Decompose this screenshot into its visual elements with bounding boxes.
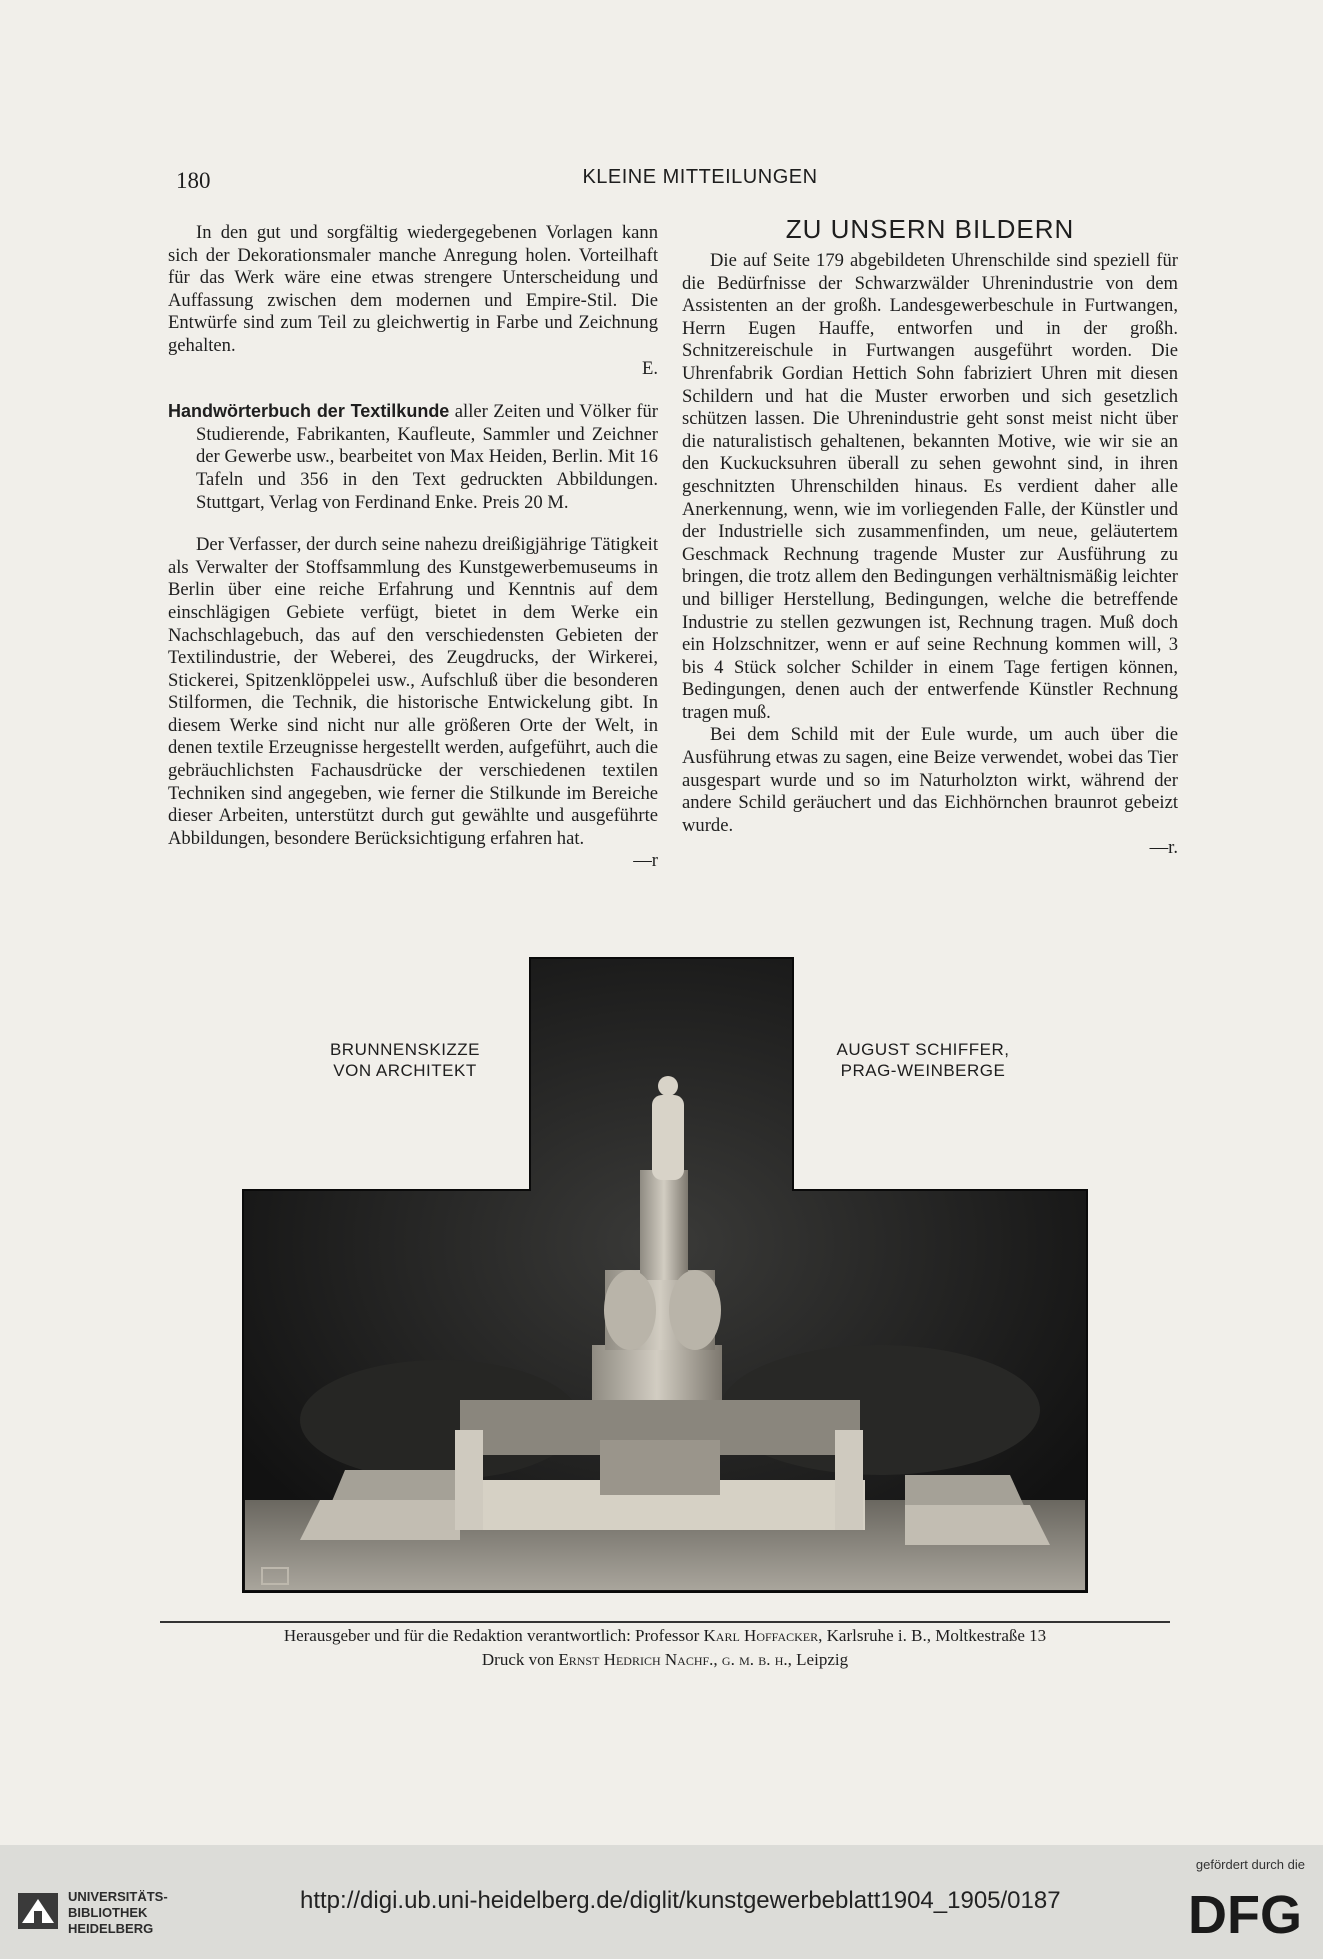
footer-rule	[160, 1621, 1170, 1623]
caption-right-line2: PRAG-WEINBERGE	[840, 1061, 1006, 1080]
caption-right-line1: AUGUST SCHIFFER,	[836, 1040, 1010, 1059]
viewer-footer-bar	[0, 1845, 1323, 1959]
review-text: In den gut und sorgfältig wiedergegebenen Vorlagen kann sich der Dekorationsmaler manche Anregung holen. Vorteilhaft für das Werk wäre eine etwas strengere Unterscheidung und Auffassung zwischen dem modernen und Empire-Stil. Die Entwürfe sind zum Teil zu gleichwertig in Farbe und Zeichnung gehalten.	[168, 222, 658, 356]
printer-suffix: , Leipzig	[787, 1650, 849, 1669]
book-details: aller Zeiten und Völker für Studierende, Fabrikanten, Kaufleute, Sammler und Zeichner der Gewerbe usw., bearbeitet von Max Heiden, Berlin. Mit 16 Tafeln und 356 in den Text gedruckten Abbildungen. Stuttgart, Verlag von Ferdinand Enke. Preis 20 M.	[196, 401, 658, 513]
images-paragraph-2-text: Bei dem Schild mit der Eule wurde, um auch über die Ausführung etwas zu sagen, eine Beize verwendet, wobei das Tier ausgespart wurde und so im Naturholzton wirkt, während der andere Schild geräuchert und das Eichhörnchen braunrot gebeizt wurde.	[682, 724, 1178, 836]
publisher-prefix: Herausgeber und für die Redaktion verantwortlich: Professor	[283, 1626, 704, 1645]
dfg-logo-text: DFG	[1188, 1885, 1302, 1941]
library-name	[68, 1889, 168, 1937]
running-head: KLEINE MITTEILUNGEN	[582, 166, 818, 188]
images-paragraph-1-text: Die auf Seite 179 abgebildeten Uhrenschilde sind speziell für die Bedürfnisse der Schwarzwälder Uhrenindustrie von dem Assistenten an der großh. Landesgewerbeschule in Furtwangen, Herrn Eugen Hauffe, entworfen und in der großh. Schnitzereischule in Furtwangen ausgeführt worden. Die Uhrenfabrik Gordian Hettich Sohn fabriziert Uhren mit diesen Schildern und hat die Muster erworben und sich gesetzlich schützen lassen. Die Uhrenindustrie geht sonst meist nicht über die naturalistisch gehaltenen, bekannten Motive, wie wir sie an den Kuckucksuhren überall zu sehen gewohnt sind, in ihren geschnitzten Uhrenschilden hinaus. Es verdient daher alle Anerkennung, wenn, wie im vorliegenden Falle, der Künstler und der Industrielle sich zusammenfinden, um neue, geläutertem Geschmack Rechnung tragende Muster zur Ausführung zu bringen, die trotz allem den Bedingungen verhältnismäßig leichter und billiger Herstellung, Bedingungen, welche die betreffende Industrie zu stellen gezwungen ist, Rechnung tragen. Muß doch ein Holzschnitzer, wenn er auf seine Rechnung kommen will, 3 bis 4 Stück solcher Schilder in einem Tage fertigen können, Bedingungen, denen auch der entwerfende Künstler Rechnung tragen muß.	[682, 250, 1178, 723]
permalink-url[interactable]: http://digi.ub.uni-heidelberg.de/diglit/kunstgewerbeblatt1904_1905/0187	[300, 1887, 1061, 1914]
book-review: Der Verfasser, der durch seine nahezu dreißigjährige Tätigkeit als Verwalter der Stoffsammlung des Kunstgewerbemuseums in Berlin über eine reiche Erfahrung und Kenntnis auf dem einschlägigen Gebiete verfügt, bietet in dem Werke ein Nachschlagebuch, das auf den verschiedensten Gebieten der Textilindustrie, der Weberei, des Zeugdrucks, der Wirkerei, Stickerei, Spitzenklöppelei usw., Aufschluß über die besonderen Stilformen, die Technik, die historische Entwickelung gibt. In diesem Werke sind nicht nur alle größeren Orte der Welt, in denen textile Erzeugnisse hergestellt werden, aufgeführt, auch die gebräuchlichsten Fachausdrücke der verschiedenen textilen Techniken sind angegeben, wie ferner die Stilkunde im Bereiche dieser Arbeiten, unterstützt durch gut gewählte und ausgeführte Abbildungen, besondere Berücksichtigung erfahren hat.	[168, 534, 658, 849]
section-title: ZU UNSERN BILDERN	[785, 214, 1075, 244]
funding-label: gefördert durch die	[1195, 1857, 1305, 1872]
printer-prefix: Druck von	[481, 1650, 559, 1669]
university-library-logo-icon	[16, 1889, 60, 1933]
review-sign: E.	[641, 357, 658, 379]
dfg-logo	[1185, 1881, 1305, 1941]
printer-line	[160, 1649, 1170, 1671]
printer-name: Ernst Hedrich Nachf., g. m. b. h.	[558, 1650, 788, 1669]
book-review-sign: —r	[633, 850, 658, 872]
book-title: Handwörterbuch der Textilkunde	[168, 401, 450, 422]
publisher-line	[160, 1625, 1170, 1647]
library-name-line3: HEIDELBERG	[68, 1921, 154, 1936]
page-number: 180	[176, 168, 211, 193]
caption-left-line2: VON ARCHITEKT	[333, 1061, 477, 1080]
caption-left-line1: BRUNNENSKIZZE	[329, 1040, 481, 1059]
publisher-name: Karl Hoffacker	[703, 1626, 819, 1645]
library-name-line1: UNIVERSITÄTS-	[68, 1889, 168, 1904]
publisher-suffix: , Karlsruhe i. B., Moltkestraße 13	[818, 1626, 1047, 1645]
library-name-line2: BIBLIOTHEK	[68, 1905, 148, 1920]
images-sign: —r.	[1149, 837, 1178, 859]
